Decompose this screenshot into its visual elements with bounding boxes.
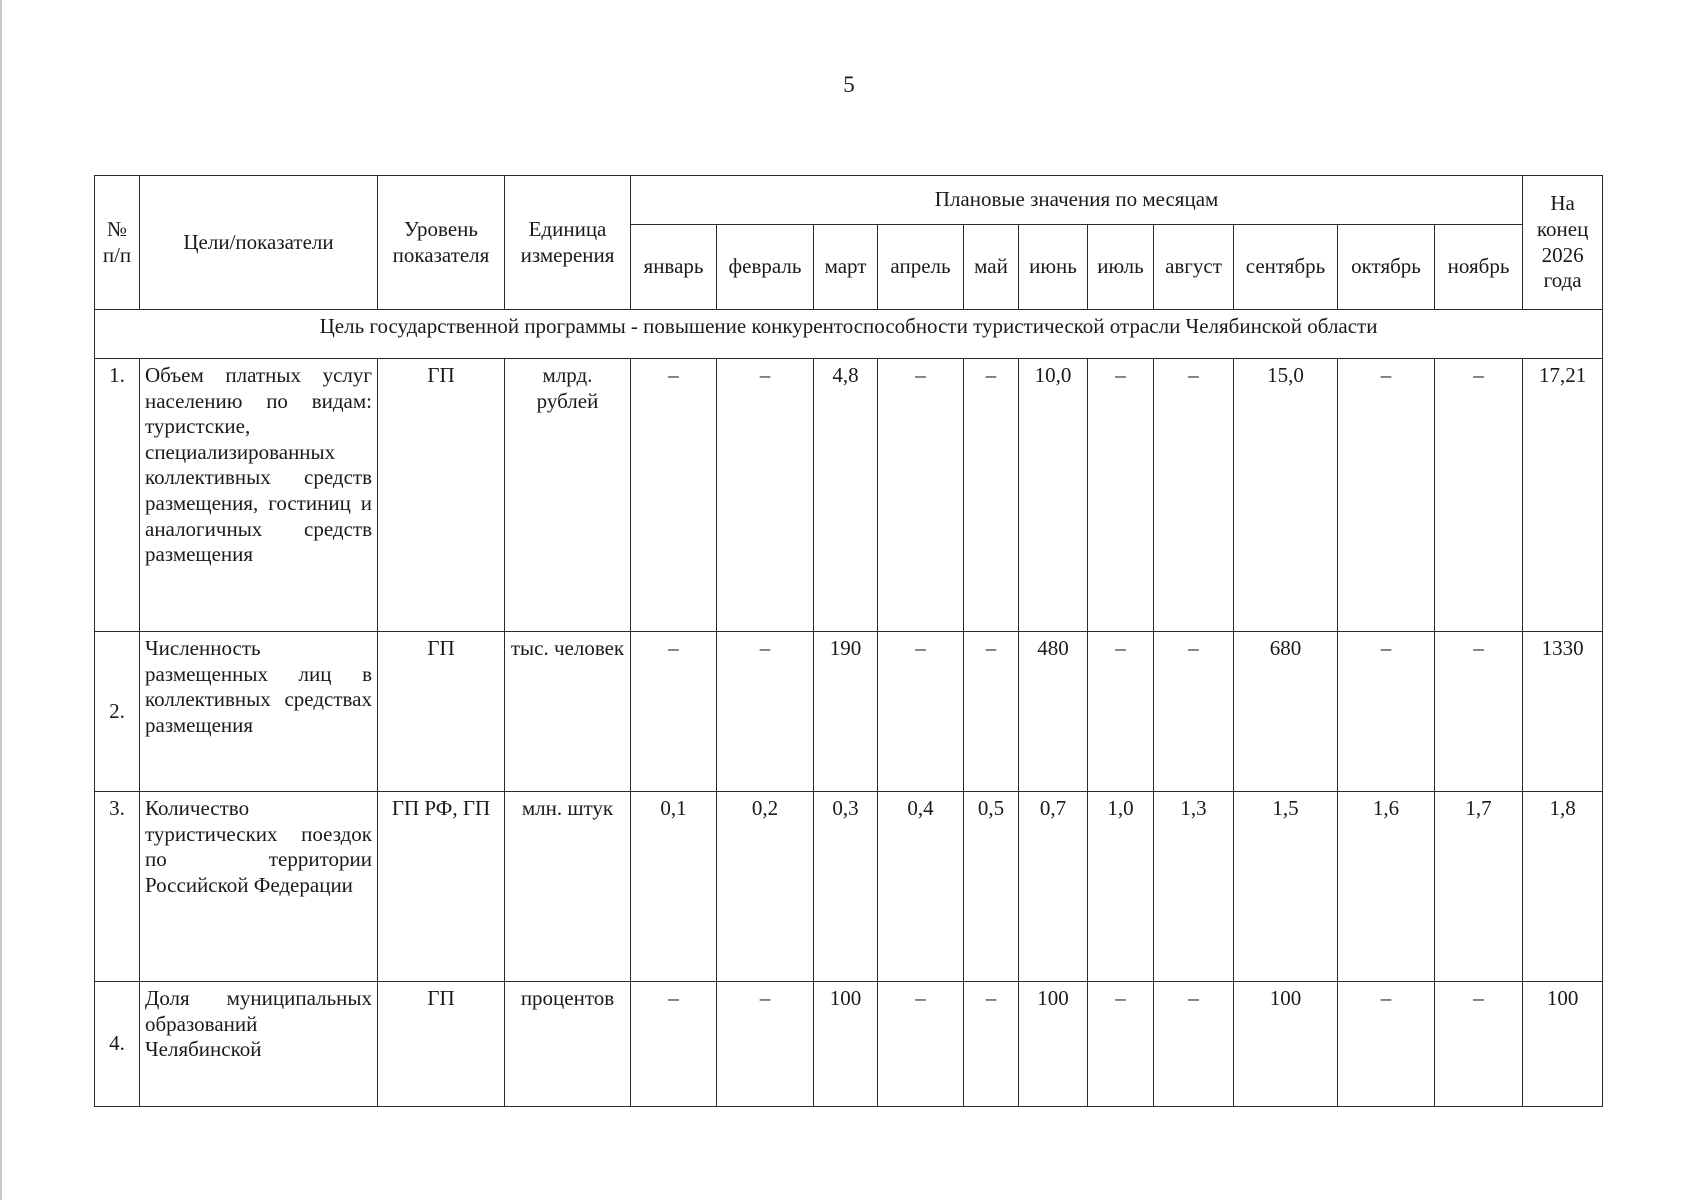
row-value: 0,3 [814,792,878,982]
row-num: 2. [95,632,140,792]
month-header: май [964,225,1019,310]
table-row [95,632,1603,792]
month-header: январь [631,225,717,310]
row-level: ГП [378,982,505,1107]
row-value: 0,4 [878,792,964,982]
row-level: ГП РФ, ГП [378,792,505,982]
header-num: № п/п [95,176,140,310]
row-unit: тыс. человек [505,632,631,792]
row-value: – [1338,632,1435,792]
table-row [95,982,1603,1107]
header-row-1 [95,176,1603,225]
row-value: 480 [1019,632,1088,792]
row-value: 0,2 [717,792,814,982]
month-header: октябрь [1338,225,1435,310]
row-value: – [878,632,964,792]
month-header: июнь [1019,225,1088,310]
header-level: Уровень показателя [378,176,505,310]
row-unit: млрд. рублей [505,359,631,632]
row-value: – [1154,982,1234,1107]
row-unit: млн. штук [505,792,631,982]
indicators-table [94,175,1603,1107]
row-name: Доля муниципальных образований Челябинской [140,982,378,1107]
row-value: 190 [814,632,878,792]
row-value: 100 [1234,982,1338,1107]
row-value: 15,0 [1234,359,1338,632]
row-value: – [631,982,717,1107]
row-end-value: 1,8 [1523,792,1603,982]
row-value: – [717,632,814,792]
row-value: – [1338,359,1435,632]
row-value: – [1435,359,1523,632]
row-value: – [878,982,964,1107]
row-value: 0,7 [1019,792,1088,982]
header-goal: Цели/показатели [140,176,378,310]
row-end-value: 17,21 [1523,359,1603,632]
row-end-value: 100 [1523,982,1603,1107]
row-value: – [964,359,1019,632]
month-header: август [1154,225,1234,310]
page-number: 5 [843,72,855,97]
row-value: – [1435,632,1523,792]
table-row [95,359,1603,632]
row-level: ГП [378,632,505,792]
row-value: – [1154,359,1234,632]
row-num: 3. [95,792,140,982]
row-value: – [878,359,964,632]
header-unit: Единица измерения [505,176,631,310]
row-value: 1,6 [1338,792,1435,982]
row-value: – [1338,982,1435,1107]
row-value: – [631,359,717,632]
row-value: – [717,359,814,632]
row-value: 0,1 [631,792,717,982]
month-header: апрель [878,225,964,310]
month-header: ноябрь [1435,225,1523,310]
row-value: – [717,982,814,1107]
row-value: 1,3 [1154,792,1234,982]
row-unit: процентов [505,982,631,1107]
row-value: 0,5 [964,792,1019,982]
row-value: 4,8 [814,359,878,632]
row-value: 680 [1234,632,1338,792]
row-value: – [1088,632,1154,792]
row-value: 100 [1019,982,1088,1107]
month-header: июль [1088,225,1154,310]
row-value: – [1088,359,1154,632]
row-value: 100 [814,982,878,1107]
row-level: ГП [378,359,505,632]
goal-row [95,310,1603,359]
row-value: – [1435,982,1523,1107]
month-header: март [814,225,878,310]
row-num: 1. [95,359,140,632]
goal-title: Цель государственной программы - повышение конкурентоспособности туристической отрасли Челябинской области [95,310,1603,359]
row-name: Численность размещенных лиц в коллективных средствах размещения [140,632,378,792]
row-name: Объем платных услуг населению по видам: туристские, специализированных коллективных средств размещения, гостиниц и аналогичных средств размещения [140,359,378,632]
row-end-value: 1330 [1523,632,1603,792]
row-value: 10,0 [1019,359,1088,632]
month-header: сентябрь [1234,225,1338,310]
row-value: – [964,632,1019,792]
header-end: На конец 2026 года [1523,176,1603,310]
row-value: 1,7 [1435,792,1523,982]
page-left-edge [0,0,2,1200]
row-name: Количество туристических поездок по территории Российской Федерации [140,792,378,982]
row-value: – [1088,982,1154,1107]
row-num: 4. [95,982,140,1107]
row-value: – [964,982,1019,1107]
row-value: – [631,632,717,792]
month-header: февраль [717,225,814,310]
header-monthly: Плановые значения по месяцам [631,176,1523,225]
table-row [95,792,1603,982]
row-value: 1,5 [1234,792,1338,982]
row-value: – [1154,632,1234,792]
row-value: 1,0 [1088,792,1154,982]
